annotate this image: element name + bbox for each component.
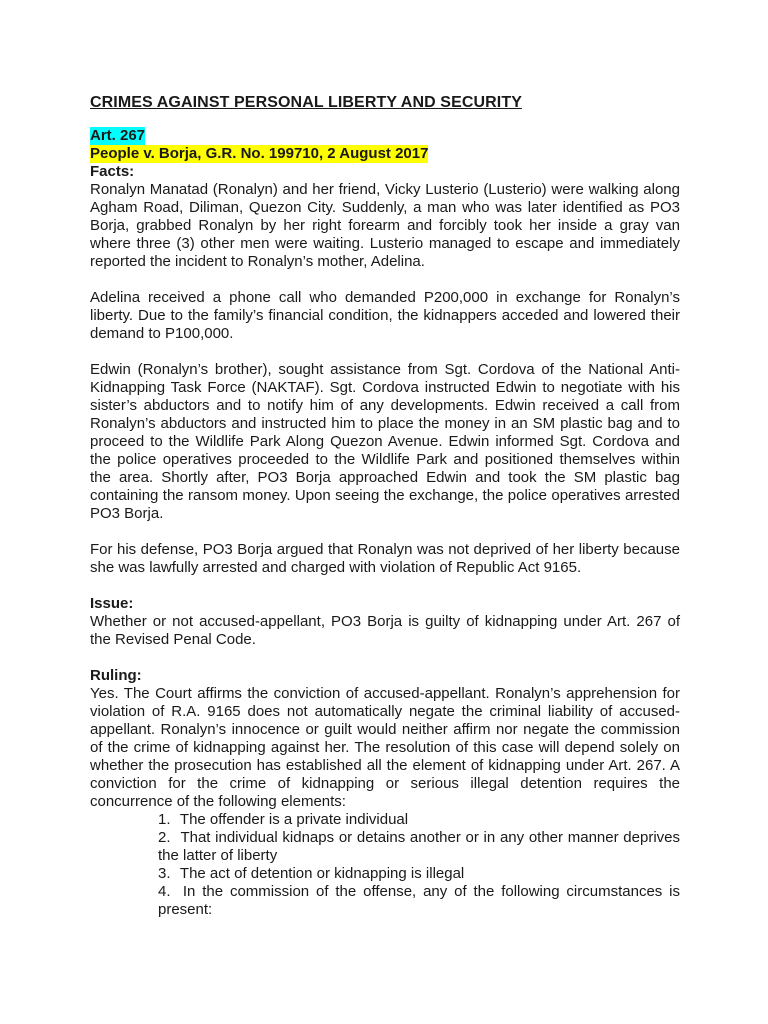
ruling-heading: Ruling: [90, 667, 142, 684]
ruling-paragraph: Yes. The Court affirms the conviction of accused-appellant. Ronalyn’s apprehension for violation of R.A. 9165 does not automatically negate the criminal liability of accused-appellant. Ronalyn’s innocence or guilt would neither affirm nor negate the commission of the crime of kidnapping against her. The resolution of this case will depend solely on whether the prosecution has established all the element of kidnapping under Art. 267. A conviction for the crime of kidnapping or serious illegal detention requires the concurrence of the following elements: [90, 685, 680, 810]
list-item: 2. That individual kidnaps or detains another or in any other manner deprives the latter of liberty [158, 829, 680, 864]
list-item: 1. The offender is a private individual [158, 811, 409, 828]
facts-paragraph-1: Ronalyn Manatad (Ronalyn) and her friend, Vicky Lusterio (Lusterio) were walking along Agham Road, Diliman, Quezon City. Suddenly, a man who was later identified as PO3 Borja, grabbed Ronalyn by her right forearm and forcibly took her inside a gray van where three (3) other men were waiting. Lusterio managed to escape and immediately reported the incident to Ronalyn’s mother, Adelina. [90, 181, 680, 270]
case-citation: People v. Borja, G.R. No. 199710, 2 August 2017 [90, 145, 429, 162]
facts-paragraph-3: Edwin (Ronalyn’s brother), sought assistance from Sgt. Cordova of the National Anti-Kidnapping Task Force (NAKTAF). Sgt. Cordova instructed Edwin to negotiate with his sister’s abductors and to notify him of any developments. Edwin received a call from Ronalyn’s abductors and instructed him to place the money in an SM plastic bag and to proceed to the Wildlife Park Along Quezon Avenue. Edwin informed Sgt. Cordova and the police operatives proceeded to the Wildlife Park and positioned themselves within the area. Shortly after, PO3 Borja approached Edwin and took the SM plastic bag containing the ransom money. Upon seeing the exchange, the police operatives arrested PO3 Borja. [90, 361, 680, 522]
article-label: Art. 267 [90, 127, 146, 144]
facts-heading: Facts: [90, 163, 135, 180]
issue-heading: Issue: [90, 595, 134, 612]
facts-paragraph-4: For his defense, PO3 Borja argued that Ronalyn was not deprived of her liberty because she was lawfully arrested and charged with violation of Republic Act 9165. [90, 541, 680, 576]
document-title: CRIMES AGAINST PERSONAL LIBERTY AND SECURITY [90, 94, 522, 111]
list-item: 4. In the commission of the offense, any of the following circumstances is present: [158, 883, 680, 918]
list-item: 3. The act of detention or kidnapping is illegal [158, 865, 465, 882]
elements-list [90, 811, 680, 919]
facts-paragraph-2: Adelina received a phone call who demanded P200,000 in exchange for Ronalyn’s liberty. Due to the family’s financial condition, the kidnappers acceded and lowered their demand to P100,000. [90, 289, 680, 342]
issue-paragraph: Whether or not accused-appellant, PO3 Borja is guilty of kidnapping under Art. 267 of the Revised Penal Code. [90, 613, 680, 648]
